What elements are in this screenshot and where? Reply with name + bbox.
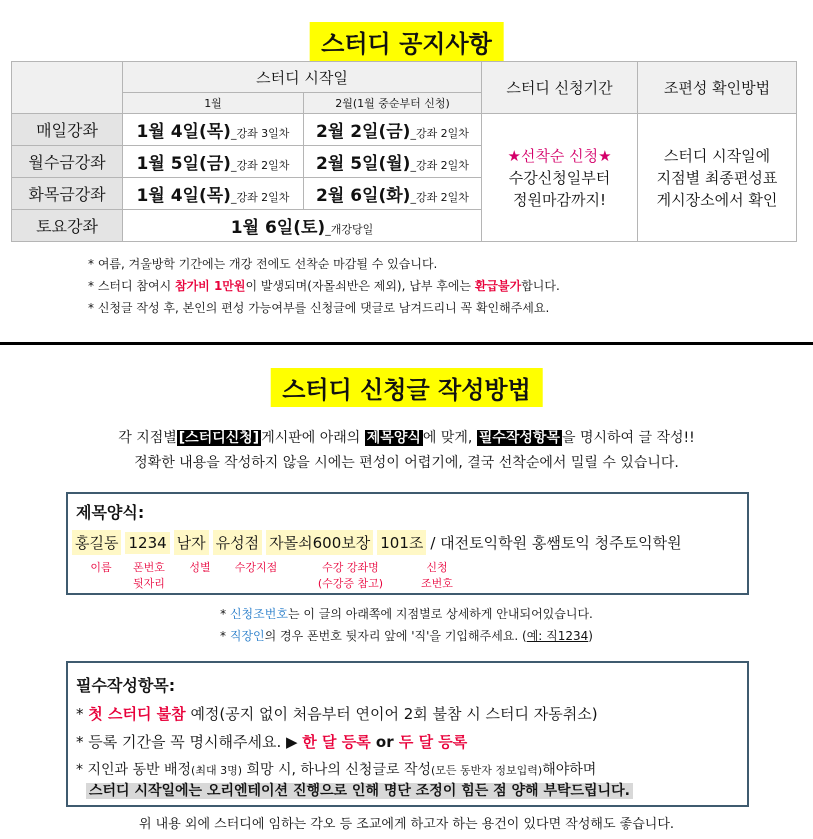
subheader-jan: 1월 <box>123 93 304 114</box>
notice-notes <box>88 253 560 319</box>
format-chip-gender: 남자 <box>174 530 209 555</box>
feb-date-cell: 2월 5일(월)_강좌 2일차 <box>304 146 482 178</box>
note-line: * 직장인의 경우 폰번호 뒷자리 앞에 '직'을 기입해주세요. (예: 직1234) <box>220 629 593 643</box>
corner-cell <box>12 62 123 114</box>
feb-date-cell: 2월 6일(화)_강좌 2일차 <box>304 178 482 210</box>
required-item-notice: 스터디 시작일에는 오리엔테이션 진행으로 인해 명단 조정이 힘든 점 양해 부탁드립니다. <box>86 780 633 800</box>
caption-gender: 성별 <box>189 561 211 574</box>
header-check: 조편성 확인방법 <box>638 62 797 114</box>
notice-title: 스터디 공지사항 <box>309 22 504 61</box>
required-items-box <box>66 661 749 807</box>
format-label: 제목양식: <box>76 503 145 522</box>
jan-date-cell: 1월 5일(금)_강좌 2일차 <box>123 146 304 178</box>
required-item: * 첫 스터디 불참 예정(공지 없이 처음부터 연이어 2회 불참 시 스터디 자동취소) <box>76 705 598 723</box>
row-label: 월수금강좌 <box>12 146 123 178</box>
format-chip-branch: 유성점 <box>213 530 262 555</box>
apply-period-cell: ★선착순 신청★ 수강신청일부터 정원마감까지! <box>482 114 638 242</box>
format-suffix: / 대전토익학원 홍쌤토익 청주토익학원 <box>430 534 682 552</box>
caption-branch: 수강지점 <box>234 561 278 574</box>
required-item: * 등록 기간을 꼭 명시해주세요. ▶ 한 달 등록 or 두 달 등록 <box>76 733 468 751</box>
intro-line-1: 각 지점별 [스터디신청] 게시판에 아래의 제목양식 에 맞게, 필수작성항목 을 명시하여 글 작성!! <box>118 430 695 446</box>
intro-text <box>0 426 813 476</box>
row-label: 매일강좌 <box>12 114 123 146</box>
schedule-table <box>11 61 797 242</box>
row-label: 토요강좌 <box>12 210 123 242</box>
intro-line-2: 정확한 내용을 작성하지 않을 시에는 편성이 어렵기에, 결국 선착순에서 밀릴 수 있습니다. <box>134 455 679 471</box>
row-label: 화목금강좌 <box>12 178 123 210</box>
format-chip-phone: 1234 <box>125 532 169 554</box>
feb-date-cell: 2월 2일(금)_강좌 2일차 <box>304 114 482 146</box>
caption-course: 수강 강좌명 (수강증 참고) <box>317 561 384 590</box>
required-item: * 지인과 동반 배정(최대 3명) 희망 시, 하나의 신청글로 작성(모든 동반자 정보입력)해야하며 <box>76 762 597 778</box>
caption-group: 신청 조번호 <box>421 561 453 590</box>
saturday-date-cell: 1월 6일(토)_개강당일 <box>123 210 482 242</box>
subheader-feb: 2월(1월 중순부터 신청) <box>304 93 482 114</box>
format-chip-course: 자몰쇠600보장 <box>266 530 373 555</box>
howto-title: 스터디 신청글 작성방법 <box>270 368 543 407</box>
title-format-box <box>66 492 749 595</box>
note-line: * 스터디 참여시 참가비 1만원이 발생되며(자몰쇠반은 제외), 납부 후에는 환급불가합니다. <box>88 279 560 293</box>
format-chip-group: 101조 <box>377 530 426 555</box>
format-row <box>72 530 682 555</box>
header-start: 스터디 시작일 <box>123 62 482 93</box>
format-chip-name: 홍길동 <box>72 530 121 555</box>
caption-name: 이름 <box>90 561 112 574</box>
section-divider <box>0 342 813 345</box>
format-notes <box>0 603 813 647</box>
note-line: * 신청조번호는 이 글의 아래쪽에 지점별로 상세하게 안내되어있습니다. <box>220 607 593 621</box>
jan-date-cell: 1월 4일(목)_강좌 3일차 <box>123 114 304 146</box>
header-apply: 스터디 신청기간 <box>482 62 638 114</box>
check-method-cell: 스터디 시작일에 지점별 최종편성표 게시장소에서 확인 <box>638 114 797 242</box>
caption-phone: 폰번호 뒷자리 <box>133 561 165 590</box>
required-label: 필수작성항목: <box>76 676 176 695</box>
footer-note: 위 내용 외에 스터디에 임하는 각오 등 조교에게 하고자 하는 용건이 있다면 작성해도 좋습니다. <box>138 817 675 832</box>
note-line: * 여름, 겨울방학 기간에는 개강 전에도 선착순 마감될 수 있습니다. <box>88 257 438 271</box>
note-line: * 신청글 작성 후, 본인의 편성 가능여부를 신청글에 댓글로 남겨드리니 꼭 확인해주세요. <box>88 301 550 315</box>
jan-date-cell: 1월 4일(목)_강좌 2일차 <box>123 178 304 210</box>
